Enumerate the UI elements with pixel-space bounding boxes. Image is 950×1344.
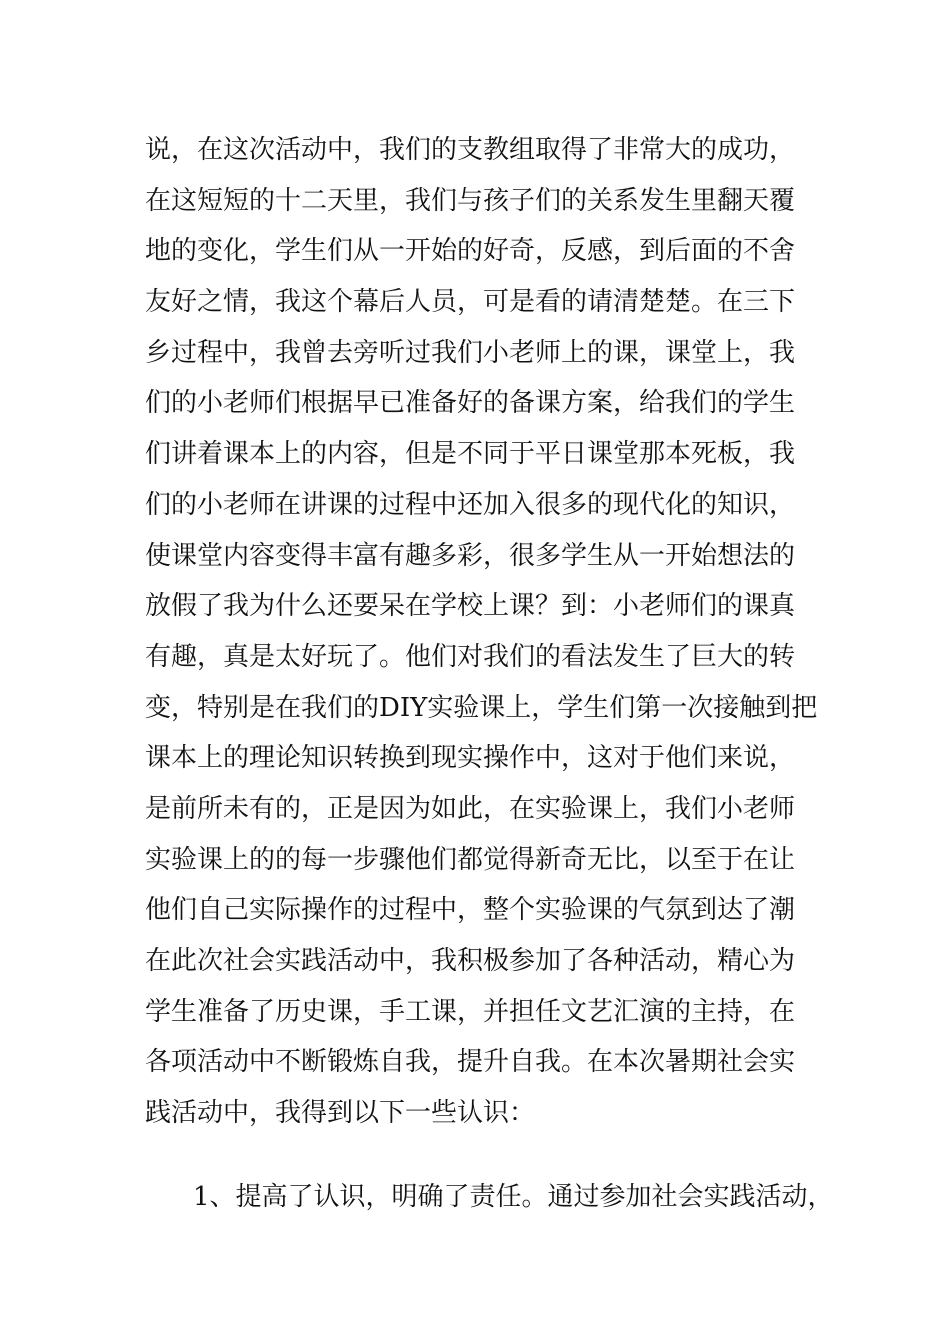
text-line: 在此次社会实践活动中，我积极参加了各种活动，精心为 bbox=[145, 946, 796, 976]
text-line: 在这短短的十二天里，我们与孩子们的关系发生里翻天覆 bbox=[145, 185, 796, 216]
text-line: 是前所未有的，正是因为如此，在实验课上，我们小老师 bbox=[145, 793, 796, 824]
text-line: 乡过程中，我曾去旁听过我们小老师上的课，课堂上，我 bbox=[145, 337, 796, 368]
text-line: 践活动中，我得到以下一些认识： bbox=[145, 1098, 536, 1129]
text-line: 学生准备了历史课，手工课，并担任文艺汇演的主持，在 bbox=[145, 996, 796, 1027]
text-line: 说，在这次活动中，我们的支教组取得了非常大的成功， bbox=[145, 135, 796, 165]
text-line: 课本上的理论知识转换到现实操作中，这对于他们来说， bbox=[145, 743, 796, 774]
text-line: 变，特别是在我们的DIY实验课上，学生们第一次接触到把 bbox=[145, 692, 818, 723]
numbered-paragraph bbox=[145, 1172, 845, 1223]
text-line: 他们自己实际操作的过程中，整个实验课的气氛到达了潮 bbox=[145, 895, 796, 926]
text-line: 实验课上的的每一步骤他们都觉得新奇无比，以至于在让 bbox=[145, 844, 796, 875]
text-line: 们的小老师在讲课的过程中还加入很多的现代化的知识， bbox=[145, 489, 796, 520]
text-line: 1、提高了认识，明确了责任。通过参加社会实践活动， bbox=[193, 1182, 834, 1212]
text-line: 们讲着课本上的内容，但是不同于平日课堂那本死板，我 bbox=[145, 439, 796, 470]
text-line: 地的变化，学生们从一开始的好奇，反感，到后面的不舍 bbox=[145, 236, 796, 267]
text-line: 有趣，真是太好玩了。他们对我们的看法发生了巨大的转 bbox=[145, 641, 796, 672]
text-line: 友好之情，我这个幕后人员，可是看的请清楚楚。在三下 bbox=[145, 287, 796, 318]
text-line: 使课堂内容变得丰富有趣多彩，很多学生从一开始想法的 bbox=[145, 540, 796, 571]
body-paragraph bbox=[145, 125, 845, 1139]
text-line: 各项活动中不断锻炼自我，提升自我。在本次暑期社会实 bbox=[145, 1047, 796, 1078]
text-line: 们的小老师们根据早已准备好的备课方案，给我们的学生 bbox=[145, 388, 796, 419]
text-line: 放假了我为什么还要呆在学校上课？到：小老师们的课真 bbox=[145, 591, 796, 622]
